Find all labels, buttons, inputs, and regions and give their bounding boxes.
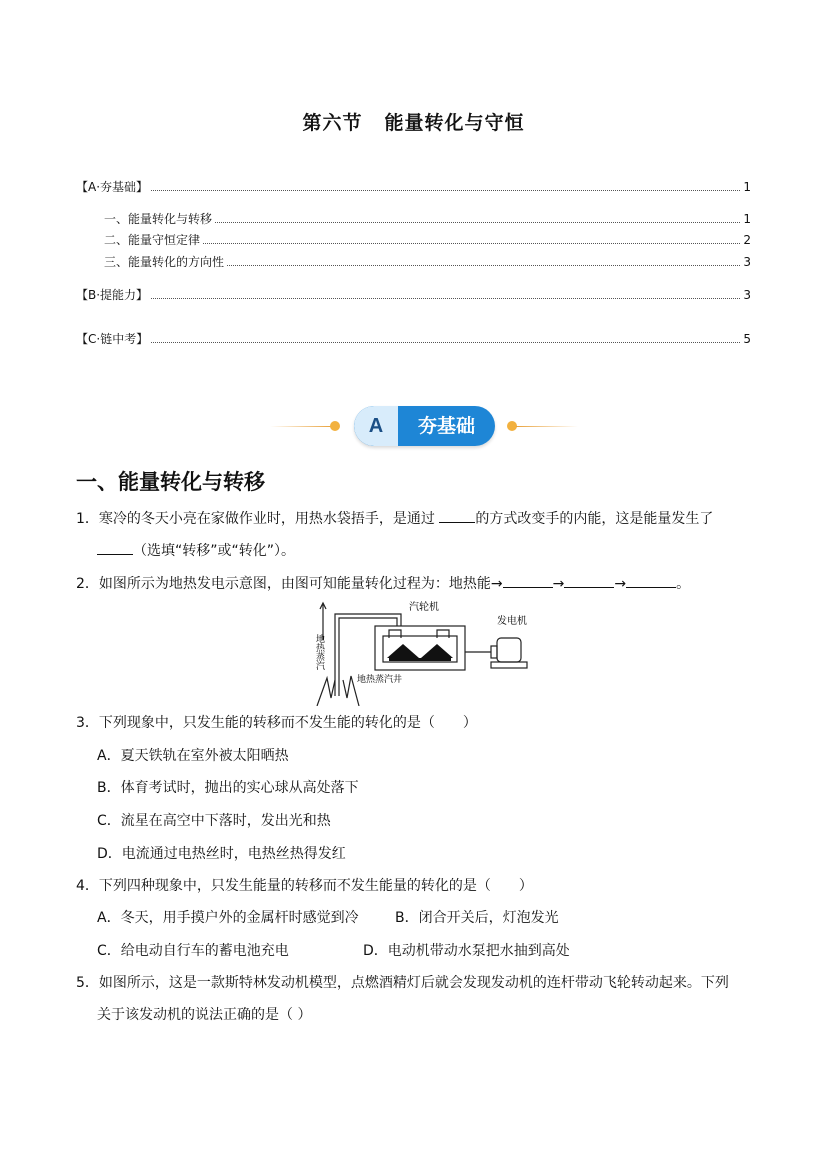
section-number: 第六节 (302, 112, 363, 134)
banner-line-right (516, 426, 578, 427)
banner-text: 夯基础 (417, 415, 475, 437)
option-d[interactable]: D．电流通过电热丝时，电热丝热得发红 (97, 846, 346, 862)
page-title (0, 108, 827, 135)
section-heading: 一、能量转化与转移 (76, 470, 265, 494)
question-5-line-2: 关于该发动机的说法正确的是（ ） (97, 1007, 312, 1023)
generator-label: 发电机 (497, 616, 527, 627)
banner-pill (354, 406, 495, 446)
banner-line-left (270, 426, 332, 427)
question-4: 4．下列四种现象中，只发生能量的转移而不发生能量的转化的是（ ） (76, 878, 533, 894)
well-label: 地热蒸汽井 (357, 675, 403, 685)
option-b[interactable]: B．体育考试时，抛出的实心球从高处落下 (97, 780, 359, 796)
toc-item-2[interactable]: 二、能量守恒定律 2 (104, 233, 751, 247)
question-1-line-1: 1．寒冷的冬天小亮在家做作业时，用热水袋捂手，是通过 的方式改变手的内能，这是能量发生了 (76, 508, 713, 529)
toc-item-3[interactable]: 三、能量转化的方向性 3 (104, 255, 751, 269)
answer-blank[interactable] (626, 573, 676, 588)
option-a[interactable]: A．夏天铁轨在室外被太阳晒热 (97, 748, 289, 764)
turbine-label: 汽轮机 (409, 602, 439, 613)
toc-item-1[interactable]: 一、能量转化与转移 1 (104, 212, 751, 226)
banner-dot-left (330, 421, 340, 431)
toc-item-c[interactable]: 【C·链中考】 5 (76, 332, 751, 346)
answer-blank[interactable] (439, 508, 475, 523)
question-5-line-1: 5．如图所示，这是一款斯特林发动机模型，点燃酒精灯后就会发现发动机的连杆带动飞轮转动起来。下列 (76, 975, 729, 991)
banner-letter: A (354, 406, 398, 446)
answer-blank[interactable] (503, 573, 553, 588)
answer-blank[interactable] (564, 573, 614, 588)
option-b[interactable]: B．闭合开关后，灯泡发光 (395, 910, 559, 926)
geothermal-diagram-svg (305, 600, 545, 706)
option-d[interactable]: D．电动机带动水泵把水抽到高处 (363, 943, 570, 959)
option-c[interactable]: C．流星在高空中下落时，发出光和热 (97, 813, 331, 829)
section-title: 能量转化与守恒 (384, 112, 525, 134)
section-banner (0, 403, 827, 447)
option-a[interactable]: A．冬天，用手摸户外的金属杆时感觉到冷 (97, 910, 359, 926)
question-3: 3．下列现象中，只发生能的转移而不发生能的转化的是（ ） (76, 715, 477, 731)
toc-item-b[interactable]: 【B·提能力】 3 (76, 288, 751, 302)
steam-label: 地热蒸汽 (314, 634, 324, 670)
geothermal-diagram (305, 600, 545, 706)
option-c[interactable]: C．给电动自行车的蓄电池充电 (97, 943, 289, 959)
toc-item-a[interactable]: 【A·夯基础】 1 (76, 180, 751, 194)
question-1-line-2: （选填“转移”或“转化”）。 (97, 540, 295, 561)
question-2: 2．如图所示为地热发电示意图，由图可知能量转化过程为：地热能→ → → 。 (76, 573, 690, 594)
answer-blank[interactable] (97, 540, 133, 555)
